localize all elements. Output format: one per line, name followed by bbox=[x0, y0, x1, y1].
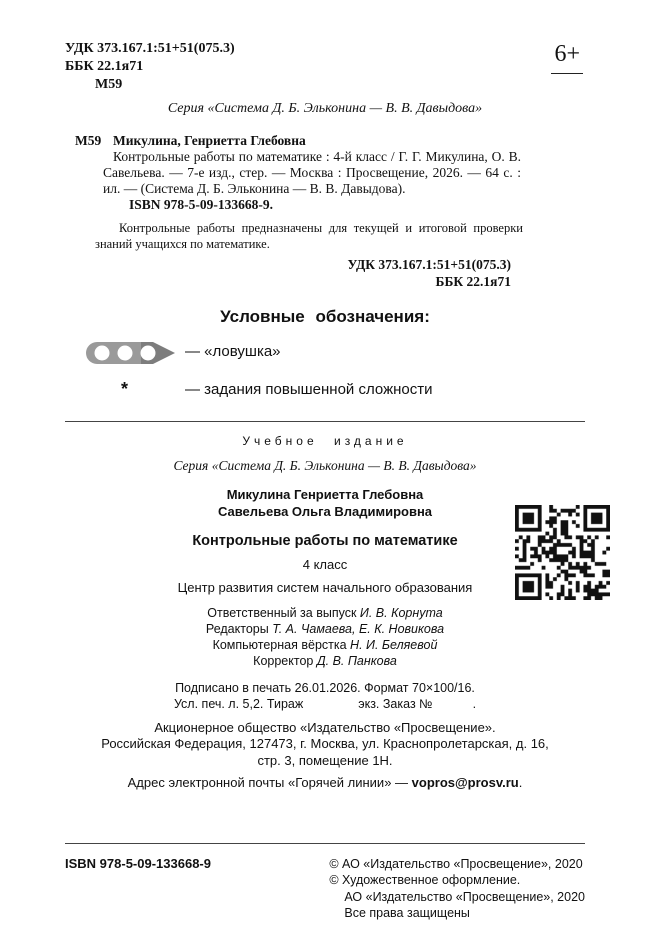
star-symbol: * bbox=[121, 378, 129, 399]
legend-row-trap bbox=[65, 341, 585, 365]
biblio-description: Контрольные работы по математике : 4-й класс / Г. Г. Микулина, О. В. Савельева. — 7-е изд., стер. — Москва : Просвещение, 2026. — 64 с. : ил. — (Система Д. Б. Эльконина — В. В. Давыдова). bbox=[103, 148, 521, 197]
series-line: Серия «Система Д. Б. Эльконина — В. В. Давыдова» bbox=[167, 100, 483, 116]
copyright-line-3: АО «Издательство «Просвещение», 2020 bbox=[344, 889, 585, 904]
staff-role: Редакторы bbox=[205, 621, 273, 636]
staff-name: Н. И. Беляевой bbox=[350, 638, 438, 653]
udk-code-bottom: УДК 373.167.1:51+51(075.3) bbox=[347, 256, 511, 272]
copyright-line-4: Все права защищены bbox=[344, 905, 470, 920]
biblio-code: М59 bbox=[75, 132, 102, 148]
imprint-authors bbox=[65, 486, 585, 521]
print-line-1: Подписано в печать 26.01.2026. Формат 70×100/16. bbox=[175, 680, 475, 695]
bbk-code: ББК 22.1я71 bbox=[65, 59, 144, 75]
qr-canvas bbox=[515, 505, 610, 600]
biblio-isbn: ISBN 978-5-09-133668-9. bbox=[129, 197, 273, 213]
staff-name: Т. А. Чамаева, Е. К. Новикова bbox=[272, 621, 445, 636]
publisher-line-1: Акционерное общество «Издательство «Просвещение». bbox=[154, 720, 496, 736]
legend-title: Условные обозначения: bbox=[220, 306, 430, 326]
staff-role: Ответственный за выпуск bbox=[207, 605, 360, 620]
publisher-info bbox=[65, 720, 585, 769]
legend-row-star bbox=[65, 379, 585, 403]
divider-top bbox=[65, 421, 585, 422]
footer bbox=[65, 843, 585, 921]
copyright-block bbox=[329, 856, 585, 921]
copyright-line-1: © АО «Издательство «Просвещение», 2020 bbox=[329, 857, 583, 871]
publisher-line-2: Российская Федерация, 127473, г. Москва, ул. Краснопролетарская, д. 16, bbox=[101, 736, 549, 752]
print-line-2a: Усл. печ. л. 5,2. Тираж bbox=[173, 696, 304, 711]
bbk-code-bottom: ББК 22.1я71 bbox=[435, 274, 511, 290]
age-rating-badge: 6+ bbox=[551, 40, 583, 74]
bibliographic-entry bbox=[65, 133, 585, 214]
publisher-line-3: стр. 3, помещение 1Н. bbox=[257, 752, 393, 768]
staff-role: Компьютерная вёрстка bbox=[212, 638, 351, 653]
imprint-author-1: Микулина Генриетта Глебовна bbox=[226, 486, 424, 502]
staff-line bbox=[65, 653, 585, 669]
print-line-2b: экз. Заказ № bbox=[358, 696, 433, 711]
book-code: М59 bbox=[95, 77, 123, 93]
imprint-center: Центр развития систем начального образования bbox=[177, 579, 473, 595]
biblio-author: Микулина, Генриетта Глебовна bbox=[113, 132, 306, 148]
staff-list bbox=[65, 605, 585, 670]
annotation-text: Контрольные работы предназначены для текущей и итоговой проверки знаний учащихся по математике. bbox=[95, 220, 523, 251]
print-info bbox=[65, 680, 585, 713]
staff-line bbox=[65, 605, 585, 621]
top-row bbox=[65, 40, 585, 95]
staff-role: Корректор bbox=[253, 654, 317, 669]
imprint-grade: 4 класс bbox=[302, 556, 348, 572]
edition-type: Учебное издание bbox=[242, 433, 408, 448]
footer-isbn: ISBN 978-5-09-133668-9 bbox=[65, 856, 211, 871]
classification-codes-bottom bbox=[65, 256, 511, 291]
udk-code: УДК 373.167.1:51+51(075.3) bbox=[65, 41, 235, 56]
hotline-prefix: Адрес электронной почты «Горячей линии» — bbox=[127, 774, 412, 790]
print-line-2c: . bbox=[472, 696, 477, 711]
hotline-line bbox=[65, 775, 585, 790]
staff-line bbox=[65, 621, 585, 637]
star-label: — задания повышенной сложности bbox=[185, 380, 433, 398]
imprint-series: Серия «Система Д. Б. Эльконина — В. В. Давыдова» bbox=[173, 457, 477, 473]
trap-icon bbox=[85, 341, 177, 369]
qr-code bbox=[515, 505, 610, 600]
imprint-section bbox=[65, 434, 585, 790]
trap-label: — «ловушка» bbox=[185, 342, 281, 360]
hotline-suffix: . bbox=[518, 774, 523, 790]
staff-name: Д. В. Панкова bbox=[316, 654, 397, 669]
hotline-email: vopros@prosv.ru bbox=[411, 774, 519, 790]
copyright-line-2: © Художественное оформление. bbox=[329, 873, 521, 888]
biblio-text bbox=[103, 133, 521, 214]
staff-line bbox=[65, 637, 585, 653]
print-line-2 bbox=[65, 696, 585, 712]
staff-name: И. В. Корнута bbox=[359, 605, 443, 620]
imprint-author-2: Савельева Ольга Владимировна bbox=[217, 504, 433, 520]
imprint-title: Контрольные работы по математике bbox=[192, 532, 458, 549]
classification-codes bbox=[65, 40, 235, 95]
